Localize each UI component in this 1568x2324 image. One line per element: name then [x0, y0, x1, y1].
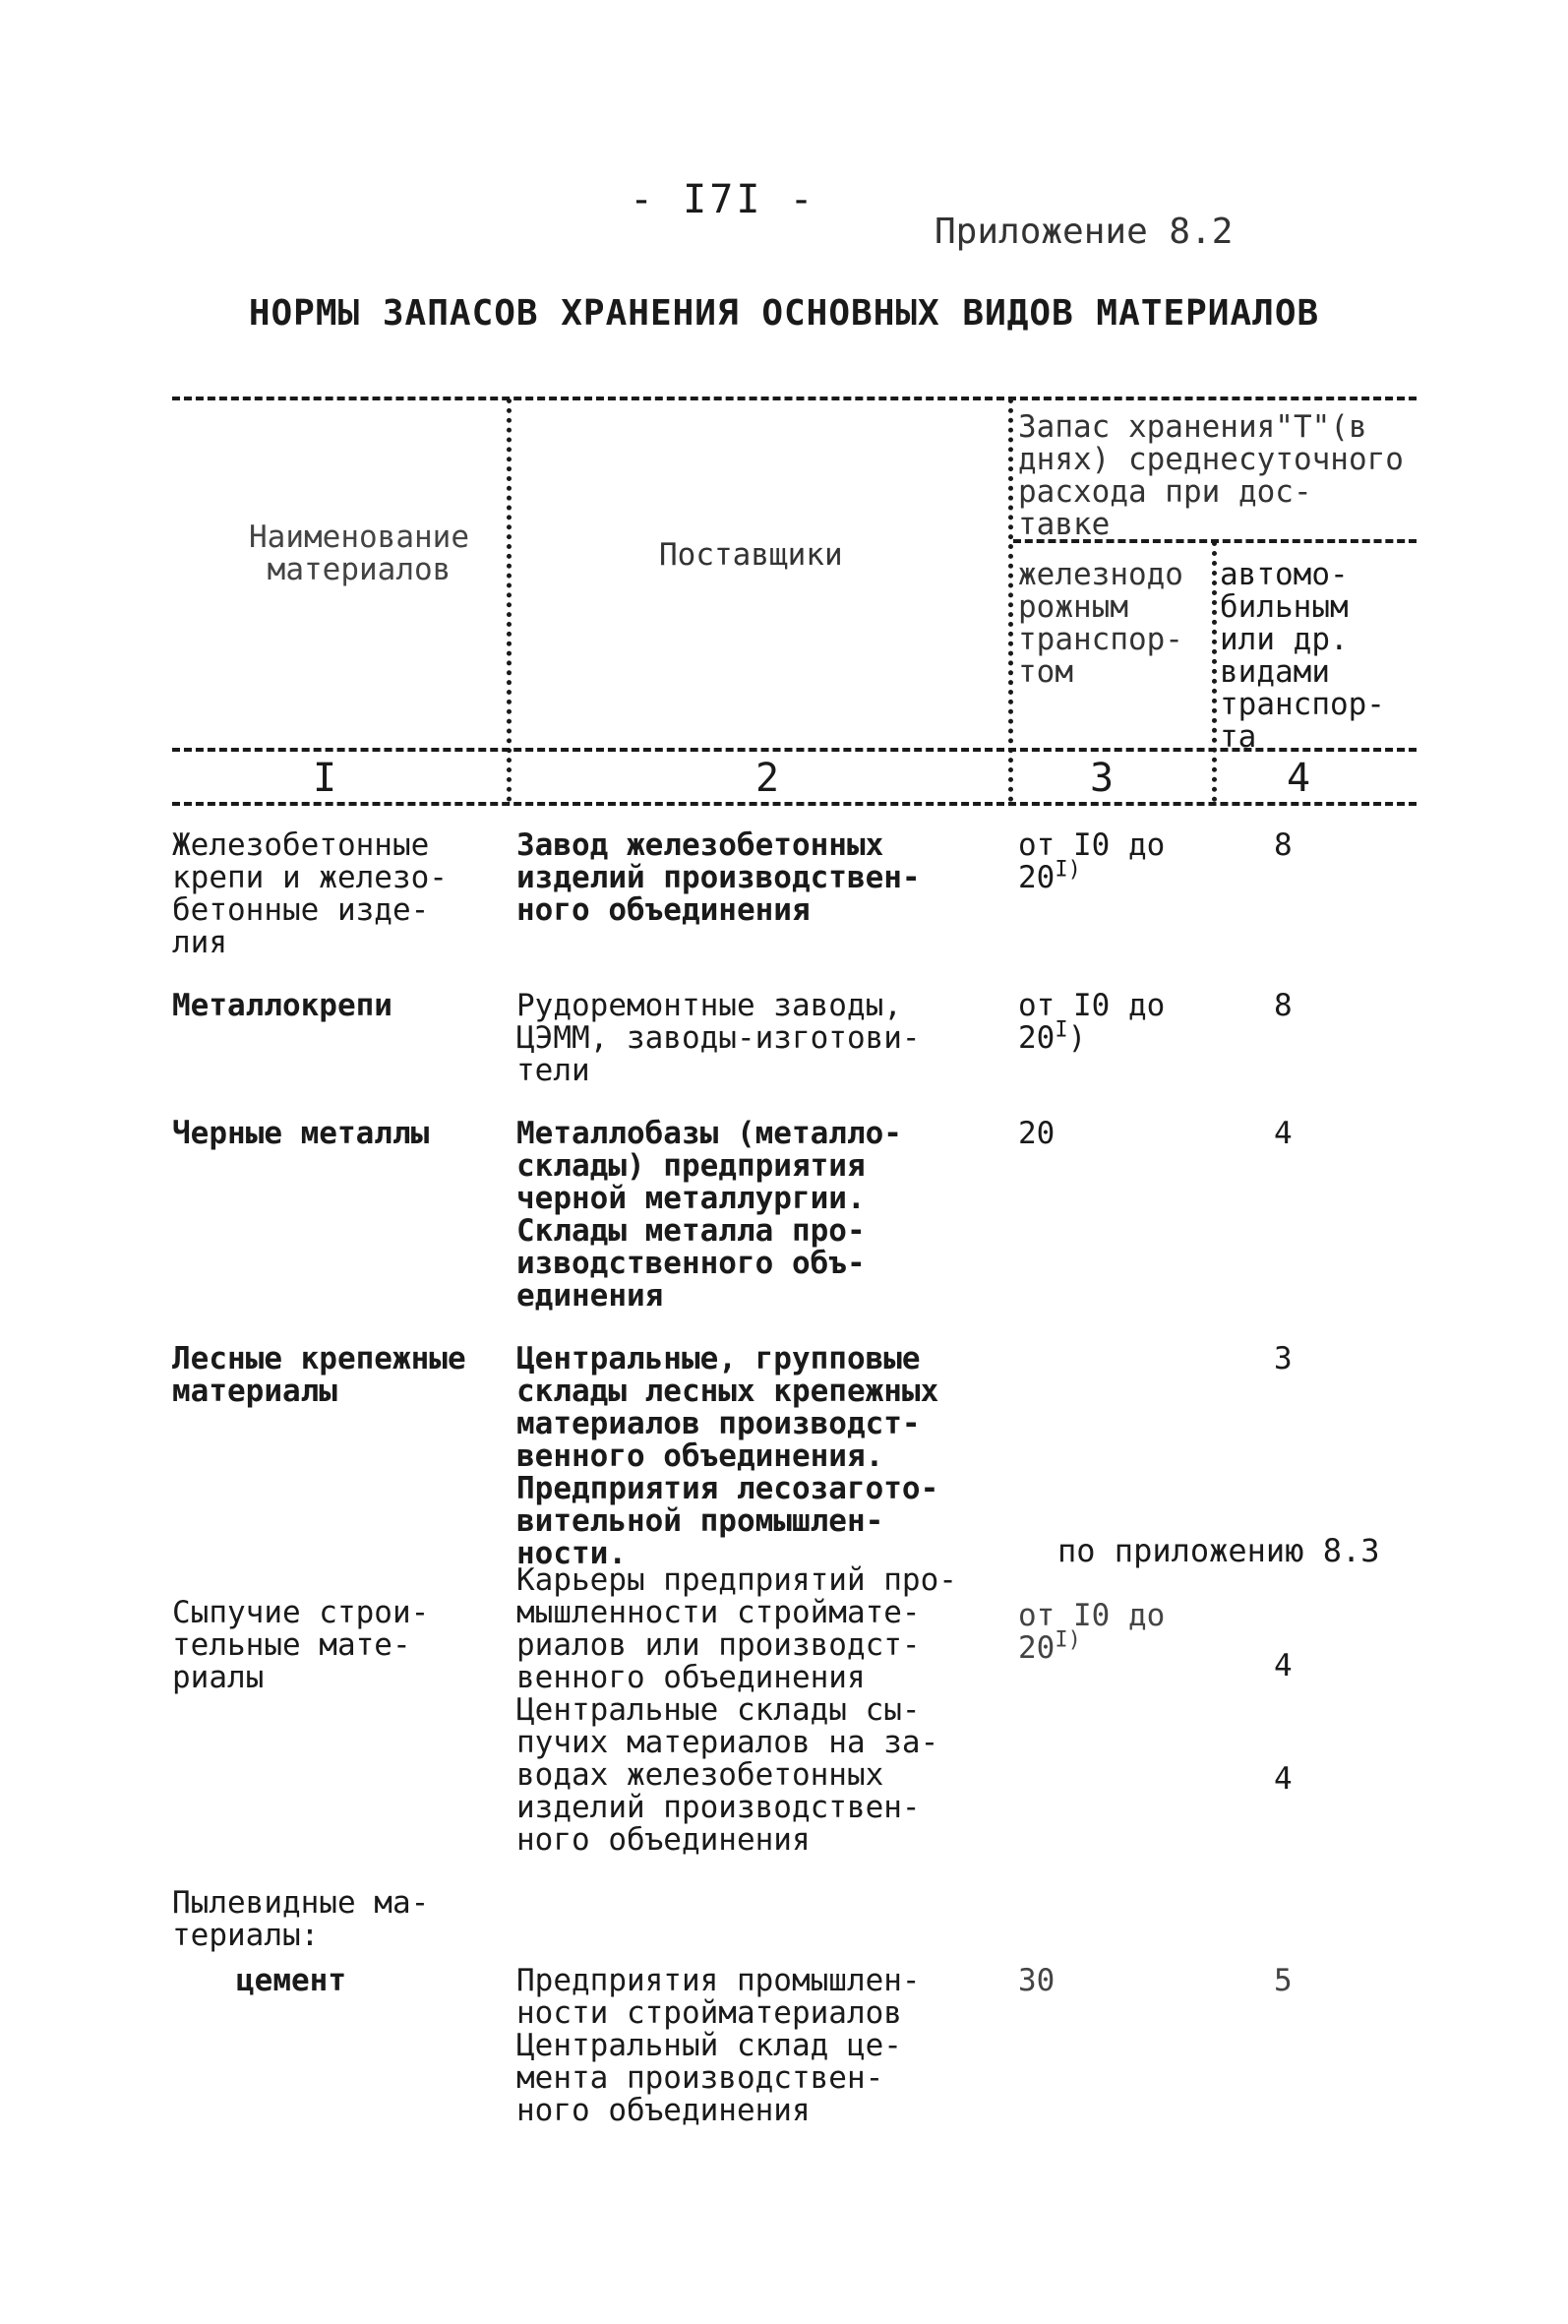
row-4-name: Лесные крепежные материалы — [172, 1341, 466, 1409]
table-top-rule — [172, 397, 1417, 400]
row-4-suppliers: Центральные, групповые склады лесных крепежных материалов производст- венного объединения. Предприятия лесозагото- вительной промышлен- ности. — [516, 1341, 939, 1571]
row-3-rail: 20 — [1018, 1116, 1055, 1151]
row-2-name: Металлокрепи — [172, 988, 392, 1023]
row-1-rail: от I0 до 20$^{I)}$ — [1018, 827, 1166, 895]
row-7-suppliers: Предприятия промышлен- ности стройматериалов Центральный склад це- мента производствен- ного объединения — [516, 1963, 921, 2128]
row-1-name: Железобетонные крепи и железо- бетонные изде- лия — [172, 827, 448, 960]
header-suppliers: Поставщики — [659, 537, 843, 573]
column-number-3: 3 — [1089, 756, 1115, 801]
row-5-name: Сыпучие строи- тельные мате- риалы — [172, 1595, 430, 1695]
column-number-1: I — [312, 756, 337, 801]
header-material-name: Наименование материалов — [249, 520, 469, 587]
row-4-merged-note: по приложению 8.3 — [1057, 1532, 1380, 1569]
row-6-name: Пылевидные ма- териалы: — [172, 1885, 430, 1953]
header-rail-transport: железнодо рожным транспор- том — [1018, 557, 1183, 690]
page-number: - I7I - — [630, 177, 816, 222]
row-2-rail: от I0 до 20$^I$) — [1018, 988, 1166, 1056]
row-3-name: Черные металлы — [172, 1116, 430, 1151]
column-numbers-rule — [172, 802, 1417, 806]
row-1-suppliers: Завод железобетонных изделий производствен- ного объединения — [516, 827, 921, 928]
row-7-name: цемент — [236, 1963, 346, 1998]
column-number-4: 4 — [1286, 756, 1311, 801]
column-divider-3 — [1212, 541, 1217, 802]
row-1-auto: 8 — [1274, 827, 1293, 863]
header-auto-transport: автомо- бильным или др. видами транспор- та — [1220, 557, 1385, 755]
column-divider-2 — [1008, 398, 1013, 802]
row-2-suppliers: Рудоремонтные заводы, ЦЭММ, заводы-изготови- тели — [516, 988, 921, 1088]
document-title: НОРМЫ ЗАПАСОВ ХРАНЕНИЯ ОСНОВНЫХ ВИДОВ МАТЕРИАЛОВ — [248, 293, 1320, 334]
row-2-auto: 8 — [1274, 988, 1293, 1023]
appendix-label: Приложение 8.2 — [935, 212, 1234, 252]
row-5-rail: от I0 до 20$^{I)}$ — [1018, 1598, 1166, 1666]
column-number-2: 2 — [754, 756, 780, 801]
row-4-auto: 3 — [1274, 1341, 1293, 1376]
row-3-suppliers: Металлобазы (металло- склады) предприятия черной металлургии. Склады металла про- изводственного объ- единения — [516, 1116, 902, 1314]
row-5-suppliers: Карьеры предприятий про- мышленности стройматe- риалов или производст- венного объединения Центральные склады сы- пучих материалов на за- водах железобетонных изделий производствен- ного объединения — [516, 1562, 957, 1858]
row-7-auto: 5 — [1274, 1963, 1293, 1998]
row-7-rail: 30 — [1018, 1963, 1055, 1998]
column-divider-1 — [507, 398, 512, 802]
row-3-auto: 4 — [1274, 1116, 1293, 1151]
row-5-auto-2: 4 — [1274, 1761, 1293, 1797]
header-stock-norm: Запас хранения"Т"(в днях) среднесуточного расхода при дос- тавке — [1018, 409, 1404, 542]
row-5-auto: 4 — [1274, 1648, 1293, 1683]
